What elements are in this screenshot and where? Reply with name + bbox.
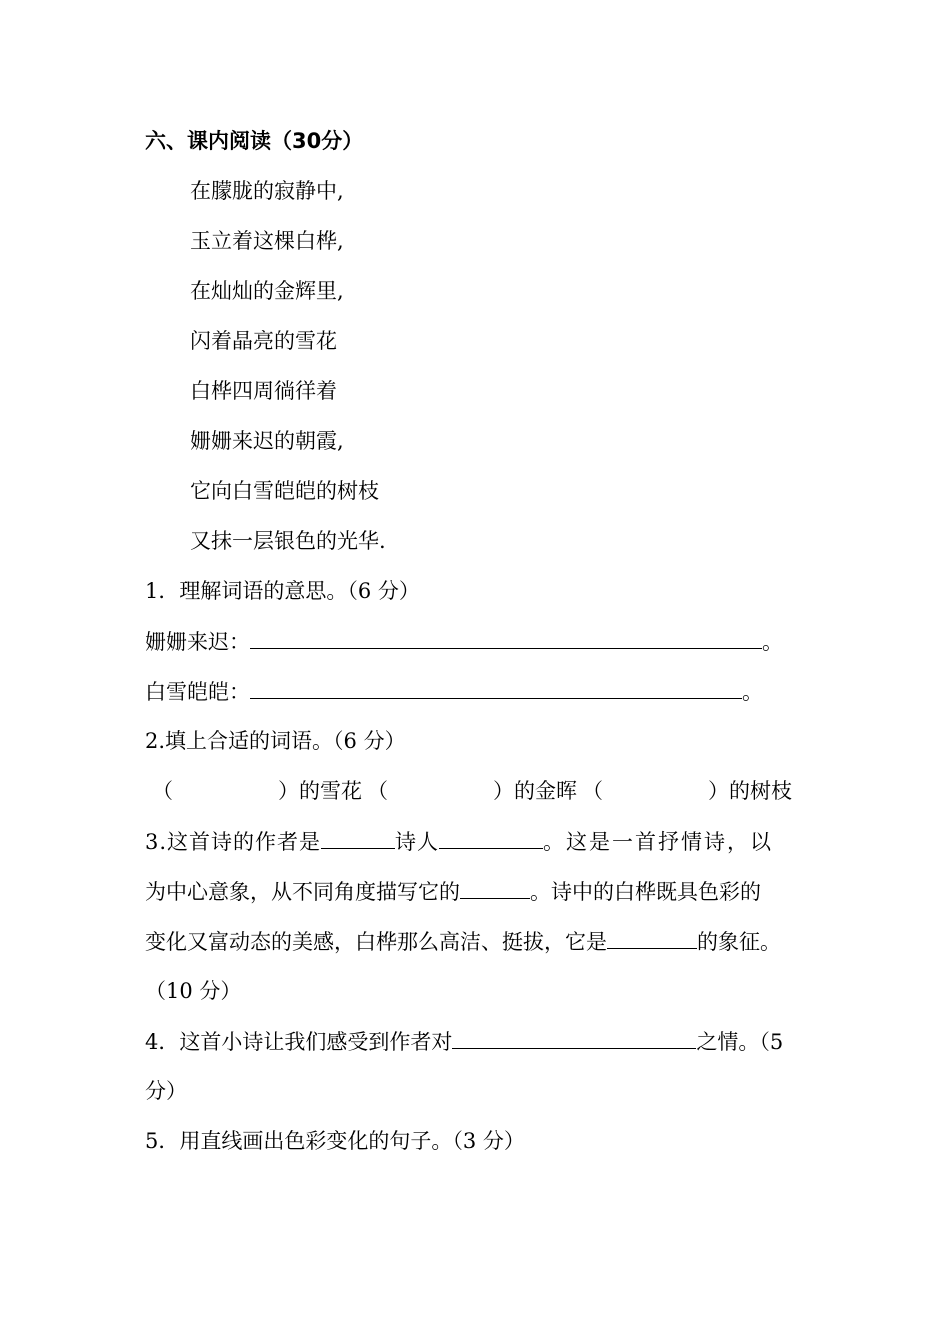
question-1-item-2	[145, 676, 763, 707]
fill-blank-snow[interactable]: （ ）的雪花	[152, 779, 362, 803]
fill-blank-gold[interactable]: （ ）的金晖	[367, 779, 577, 803]
poem-line: 玉立着这棵白桦,	[190, 229, 344, 253]
question-3-text: 。诗中的白桦既具色彩的	[530, 880, 761, 904]
poem-line: 白桦四周徜徉着	[190, 379, 337, 403]
question-3-text: 的象征。	[697, 930, 781, 954]
fill-blank-branch[interactable]: （ ）的树枝	[582, 779, 792, 803]
question-3-score: （10 分）	[145, 979, 242, 1003]
question-5-prompt: 5．用直线画出色彩变化的句子。（3 分）	[145, 1129, 525, 1153]
question-3-text: 3.这首诗的作者是	[145, 830, 322, 854]
question-4-text: 4．这首小诗让我们感受到作者对	[145, 1030, 453, 1054]
question-2-prompt: 2.填上合适的词语。（6 分）	[145, 729, 406, 753]
question-4-line-1	[145, 1026, 783, 1057]
poem-line: 在朦胧的寂静中,	[190, 179, 344, 203]
question-3-text: 诗人	[395, 830, 440, 854]
question-3-text: 变化又富动态的美感，白桦那么高洁、挺拔，它是	[145, 930, 607, 954]
question-4-line-2: 分）	[145, 1079, 187, 1103]
answer-blank[interactable]	[439, 826, 543, 849]
question-2-blanks	[152, 776, 792, 806]
poem-line: 在灿灿的金辉里,	[190, 279, 344, 303]
term-label: 白雪皑皑：	[145, 680, 250, 704]
question-3-text: 。这是一首抒情诗，以	[543, 830, 774, 854]
answer-blank[interactable]	[452, 1026, 696, 1049]
question-3-text: 为中心意象，从不同角度描写它的	[145, 880, 460, 904]
poem-line: 又抹一层银色的光华.	[190, 529, 386, 553]
term-label: 姗姗来迟：	[145, 630, 250, 654]
sentence-end: 。	[742, 680, 763, 704]
question-1-prompt: 1．理解词语的意思。（6 分）	[145, 579, 420, 603]
question-3-line-3	[145, 926, 781, 957]
question-4-text: 之情。（5	[696, 1030, 784, 1054]
sentence-end: 。	[762, 630, 783, 654]
question-3-line-2	[145, 876, 761, 907]
answer-blank[interactable]	[460, 876, 530, 899]
section-title: 六、课内阅读（30分）	[145, 129, 364, 153]
poem-line: 它向白雪皑皑的树枝	[190, 479, 379, 503]
poem-line: 闪着晶亮的雪花	[190, 329, 337, 353]
answer-blank[interactable]	[250, 626, 762, 649]
answer-blank[interactable]	[250, 676, 742, 699]
question-3-line-1	[145, 826, 773, 857]
question-1-item-1	[145, 626, 783, 657]
answer-blank[interactable]	[321, 826, 395, 849]
answer-blank[interactable]	[607, 926, 697, 949]
poem-line: 姗姗来迟的朝霞,	[190, 429, 344, 453]
